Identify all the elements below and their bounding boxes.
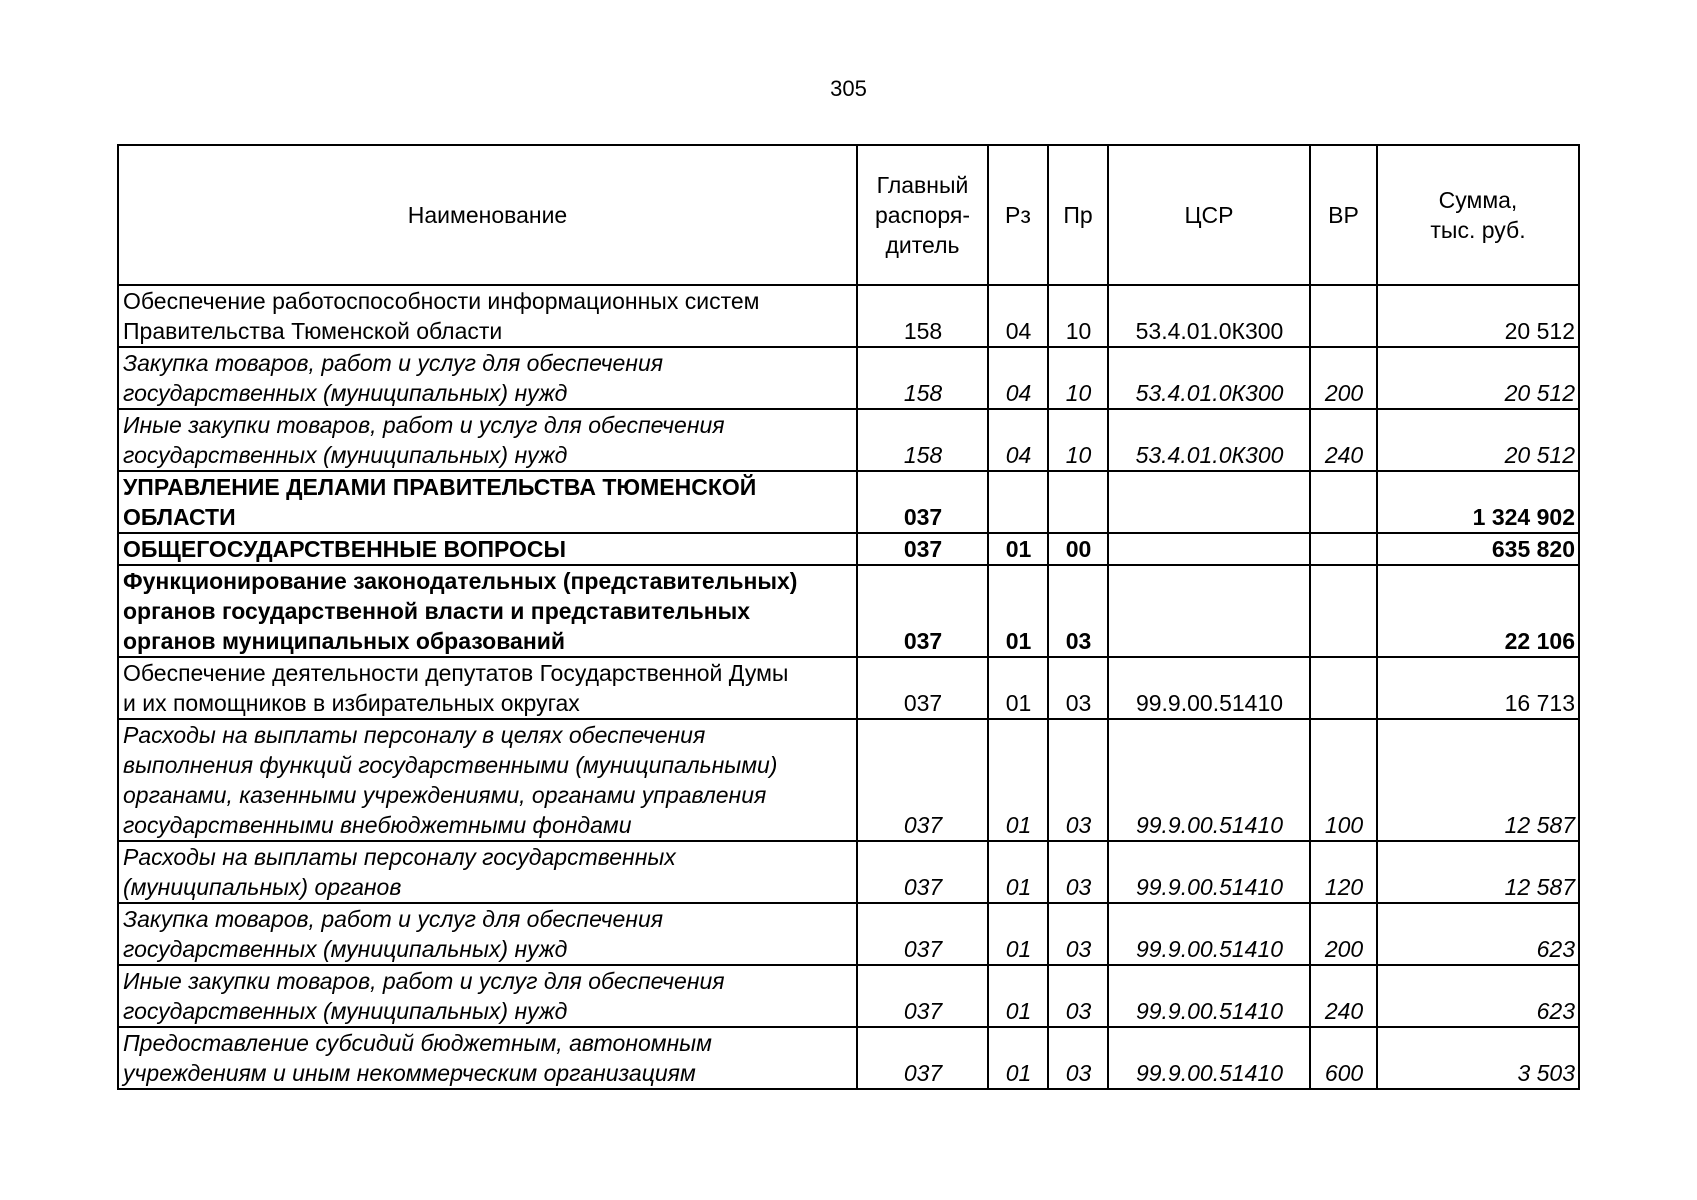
- cell-chief-manager: 158: [857, 409, 988, 471]
- header-sum-line: Сумма,: [1438, 187, 1518, 213]
- cell-section: 01: [988, 657, 1048, 719]
- cell-section: 01: [988, 565, 1048, 657]
- cell-target-article: 53.4.01.0К300: [1108, 347, 1310, 409]
- cell-name-line: Функционирование законодательных (представительных): [123, 568, 798, 594]
- cell-name-line: Закупка товаров, работ и услуг для обеспечения: [123, 350, 664, 376]
- cell-expense-type: 240: [1310, 965, 1377, 1027]
- cell-name: [118, 903, 857, 965]
- cell-name-line: органов муниципальных образований: [123, 628, 565, 654]
- cell-section: 01: [988, 841, 1048, 903]
- cell-name-line: государственных (муниципальных) нужд: [123, 936, 568, 962]
- cell-name: [118, 285, 857, 347]
- cell-name: [118, 533, 857, 565]
- header-name: Наименование: [118, 145, 857, 285]
- cell-sum: 635 820: [1377, 533, 1579, 565]
- cell-subsection: 10: [1048, 347, 1108, 409]
- cell-chief-manager: 037: [857, 565, 988, 657]
- table-header: [118, 145, 1579, 285]
- cell-name-line: Закупка товаров, работ и услуг для обеспечения: [123, 906, 664, 932]
- cell-chief-manager: 158: [857, 285, 988, 347]
- cell-chief-manager: 037: [857, 965, 988, 1027]
- cell-name-line: и их помощников в избирательных округах: [123, 690, 580, 716]
- cell-section: 01: [988, 1027, 1048, 1089]
- table-row: [118, 533, 1579, 565]
- cell-name-line: государственных (муниципальных) нужд: [123, 380, 568, 406]
- cell-name: [118, 565, 857, 657]
- cell-sum: 623: [1377, 903, 1579, 965]
- cell-name: [118, 409, 857, 471]
- cell-target-article: 99.9.00.51410: [1108, 841, 1310, 903]
- cell-name-line: государственных (муниципальных) нужд: [123, 442, 568, 468]
- cell-chief-manager: 037: [857, 471, 988, 533]
- header-chief-manager: [857, 145, 988, 285]
- cell-subsection: 10: [1048, 409, 1108, 471]
- cell-expense-type: 240: [1310, 409, 1377, 471]
- cell-subsection: 00: [1048, 533, 1108, 565]
- cell-subsection: 10: [1048, 285, 1108, 347]
- cell-chief-manager: 037: [857, 903, 988, 965]
- cell-expense-type: [1310, 471, 1377, 533]
- cell-name: [118, 719, 857, 841]
- cell-chief-manager: 037: [857, 841, 988, 903]
- cell-section: 04: [988, 409, 1048, 471]
- cell-target-article: 99.9.00.51410: [1108, 965, 1310, 1027]
- cell-section: 01: [988, 533, 1048, 565]
- cell-expense-type: 200: [1310, 903, 1377, 965]
- header-subsection: Пр: [1048, 145, 1108, 285]
- table-row: [118, 841, 1579, 903]
- cell-name-line: Обеспечение деятельности депутатов Государственной Думы: [123, 660, 789, 686]
- cell-name-line: Предоставление субсидий бюджетным, автономным: [123, 1030, 712, 1056]
- table-row: [118, 471, 1579, 533]
- cell-sum: 20 512: [1377, 285, 1579, 347]
- cell-expense-type: [1310, 565, 1377, 657]
- page-number: 305: [830, 76, 867, 101]
- cell-sum: 12 587: [1377, 841, 1579, 903]
- cell-name-line: учреждениям и иным некоммерческим организациям: [123, 1060, 696, 1086]
- table-row: [118, 657, 1579, 719]
- cell-name-line: выполнения функций государственными (муниципальными): [123, 752, 778, 778]
- cell-subsection: 03: [1048, 719, 1108, 841]
- cell-name-line: Правительства Тюменской области: [123, 318, 503, 344]
- cell-name-line: УПРАВЛЕНИЕ ДЕЛАМИ ПРАВИТЕЛЬСТВА ТЮМЕНСКОЙ: [123, 474, 757, 500]
- cell-sum: 20 512: [1377, 409, 1579, 471]
- cell-name: [118, 841, 857, 903]
- header-chief-manager-line: дитель: [885, 232, 960, 258]
- cell-sum: 22 106: [1377, 565, 1579, 657]
- cell-name-line: Обеспечение работоспособности информационных систем: [123, 288, 760, 314]
- cell-sum: 16 713: [1377, 657, 1579, 719]
- cell-chief-manager: 037: [857, 719, 988, 841]
- cell-chief-manager: 158: [857, 347, 988, 409]
- header-chief-manager-line: распоря-: [875, 202, 970, 228]
- cell-target-article: [1108, 471, 1310, 533]
- cell-expense-type: [1310, 533, 1377, 565]
- table-row: [118, 719, 1579, 841]
- cell-section: 04: [988, 285, 1048, 347]
- table-row: [118, 347, 1579, 409]
- header-section: Рз: [988, 145, 1048, 285]
- cell-chief-manager: 037: [857, 533, 988, 565]
- cell-target-article: 99.9.00.51410: [1108, 903, 1310, 965]
- cell-expense-type: [1310, 657, 1377, 719]
- cell-name-line: Иные закупки товаров, работ и услуг для обеспечения: [123, 968, 725, 994]
- cell-target-article: 99.9.00.51410: [1108, 657, 1310, 719]
- cell-sum: 12 587: [1377, 719, 1579, 841]
- cell-sum: 20 512: [1377, 347, 1579, 409]
- cell-sum: 623: [1377, 965, 1579, 1027]
- cell-name: [118, 471, 857, 533]
- cell-target-article: 53.4.01.0К300: [1108, 285, 1310, 347]
- cell-subsection: 03: [1048, 841, 1108, 903]
- cell-target-article: 53.4.01.0К300: [1108, 409, 1310, 471]
- cell-section: 01: [988, 903, 1048, 965]
- table-body: [118, 285, 1579, 1089]
- cell-target-article: [1108, 565, 1310, 657]
- header-expense-type: ВР: [1310, 145, 1377, 285]
- header-chief-manager-line: Главный: [876, 172, 969, 198]
- table-row: [118, 285, 1579, 347]
- cell-target-article: 99.9.00.51410: [1108, 1027, 1310, 1089]
- cell-name-line: органами, казенными учреждениями, органами управления: [123, 782, 767, 808]
- cell-section: 01: [988, 965, 1048, 1027]
- table-row: [118, 965, 1579, 1027]
- cell-name-line: ОБЛАСТИ: [123, 504, 236, 530]
- cell-subsection: 03: [1048, 565, 1108, 657]
- header-sum-line: тыс. руб.: [1430, 217, 1526, 243]
- cell-name-line: органов государственной власти и представительных: [123, 598, 751, 624]
- cell-name-line: Иные закупки товаров, работ и услуг для обеспечения: [123, 412, 725, 438]
- cell-name-line: (муниципальных) органов: [123, 874, 402, 900]
- cell-name-line: ОБЩЕГОСУДАРСТВЕННЫЕ ВОПРОСЫ: [123, 536, 567, 562]
- cell-chief-manager: 037: [857, 657, 988, 719]
- cell-section: 04: [988, 347, 1048, 409]
- cell-subsection: 03: [1048, 657, 1108, 719]
- cell-subsection: 03: [1048, 1027, 1108, 1089]
- header-target-article: ЦСР: [1108, 145, 1310, 285]
- table-row: [118, 1027, 1579, 1089]
- cell-section: 01: [988, 719, 1048, 841]
- cell-expense-type: 120: [1310, 841, 1377, 903]
- budget-table: [117, 144, 1580, 1090]
- cell-expense-type: 600: [1310, 1027, 1377, 1089]
- table-row: [118, 903, 1579, 965]
- cell-name: [118, 1027, 857, 1089]
- cell-name-line: Расходы на выплаты персоналу в целях обеспечения: [123, 722, 706, 748]
- cell-name: [118, 657, 857, 719]
- cell-subsection: [1048, 471, 1108, 533]
- cell-expense-type: [1310, 285, 1377, 347]
- cell-chief-manager: 037: [857, 1027, 988, 1089]
- cell-name-line: государственными внебюджетными фондами: [123, 812, 632, 838]
- cell-section: [988, 471, 1048, 533]
- header-row: [118, 145, 1579, 285]
- cell-sum: 3 503: [1377, 1027, 1579, 1089]
- cell-subsection: 03: [1048, 965, 1108, 1027]
- cell-target-article: [1108, 533, 1310, 565]
- cell-name-line: государственных (муниципальных) нужд: [123, 998, 568, 1024]
- table-row: [118, 565, 1579, 657]
- cell-name-line: Расходы на выплаты персоналу государственных: [123, 844, 676, 870]
- cell-name: [118, 347, 857, 409]
- cell-subsection: 03: [1048, 903, 1108, 965]
- cell-name: [118, 965, 857, 1027]
- cell-expense-type: 200: [1310, 347, 1377, 409]
- cell-expense-type: 100: [1310, 719, 1377, 841]
- header-sum: [1377, 145, 1579, 285]
- table-row: [118, 409, 1579, 471]
- cell-sum: 1 324 902: [1377, 471, 1579, 533]
- cell-target-article: 99.9.00.51410: [1108, 719, 1310, 841]
